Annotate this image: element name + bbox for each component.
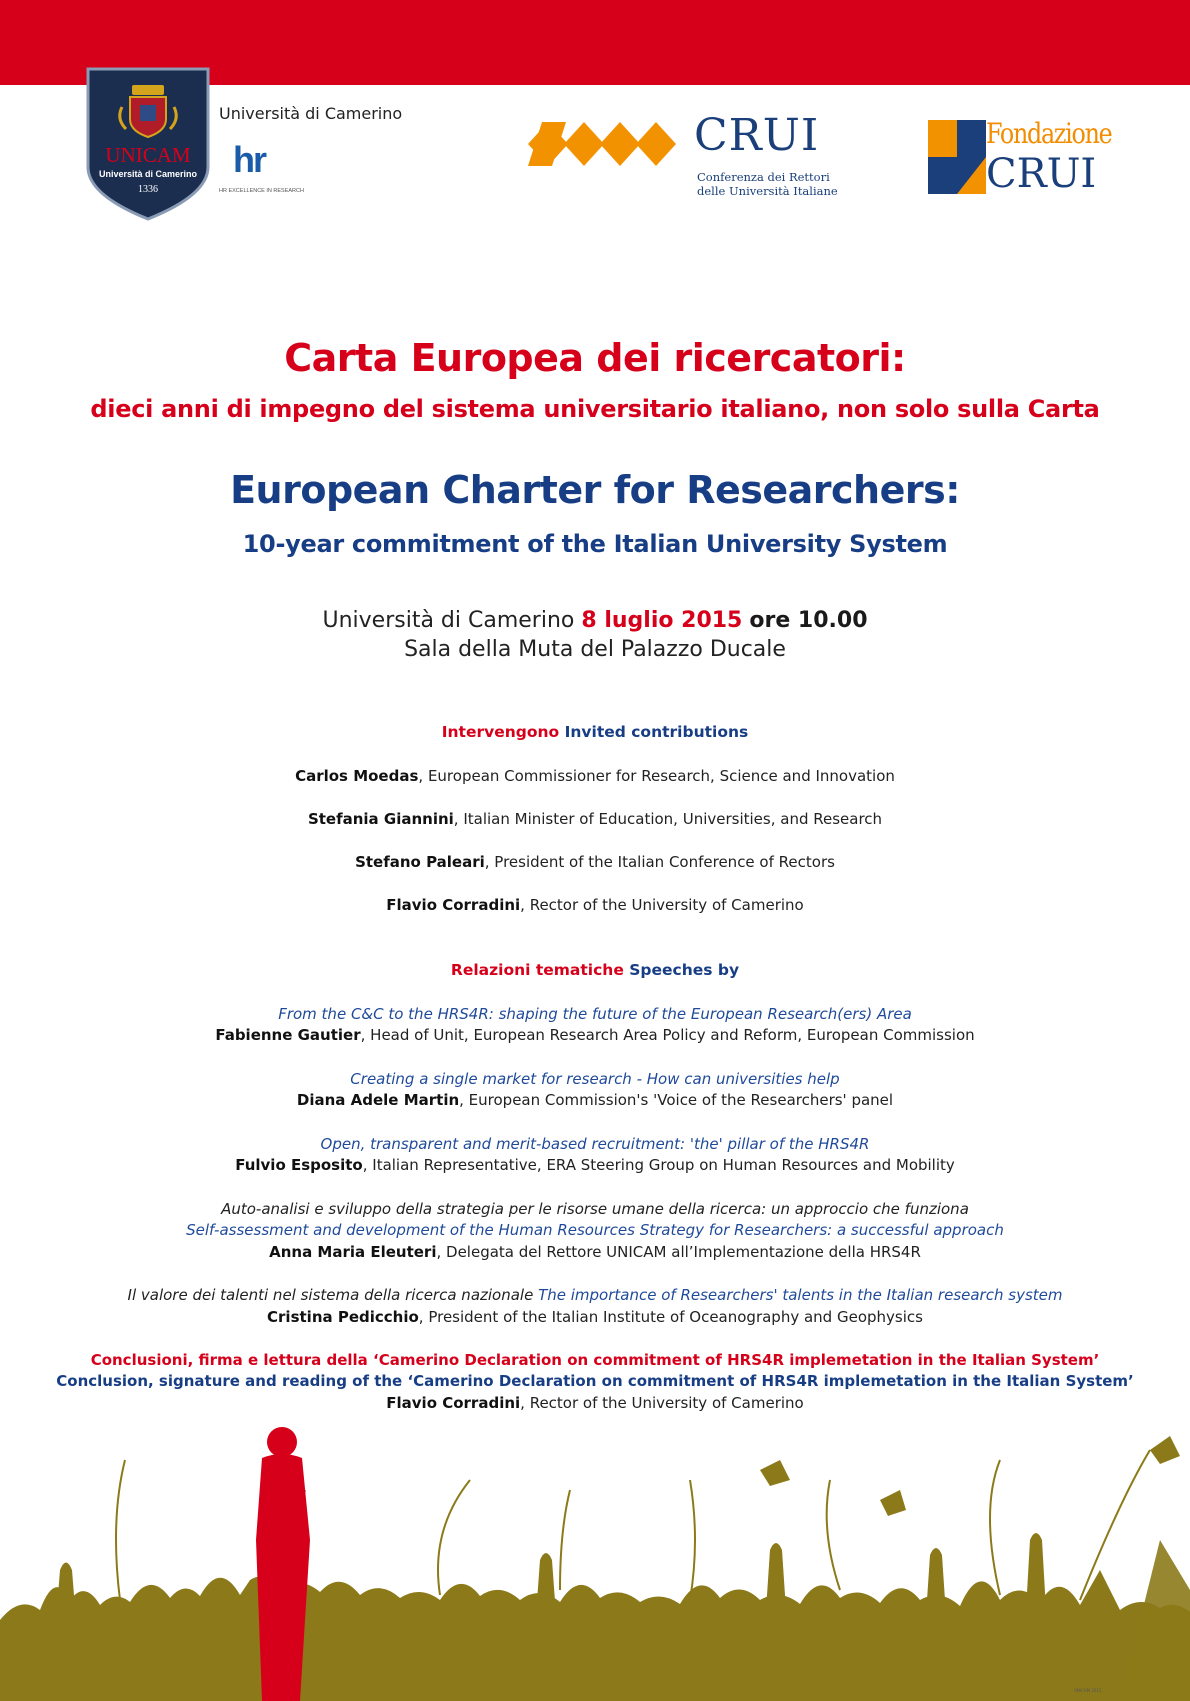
crui-diamonds-icon xyxy=(528,122,678,170)
talk-speaker: Fabienne Gautier, Head of Unit, European Research Area Policy and Reform, European Commission xyxy=(215,1026,975,1044)
invited-heading: Intervengono Invited contributions xyxy=(441,723,749,741)
event-venue: Università di Camerino xyxy=(322,608,575,633)
talk-title: From the C&C to the HRS4R: shaping the future of the European Research(ers) Area xyxy=(278,1005,912,1023)
fondazione-crui-mark-icon xyxy=(928,120,986,194)
event-venue-date xyxy=(0,608,1190,633)
talk-speaker: Fulvio Esposito, Italian Representative, ERA Steering Group on Human Resources and Mobility xyxy=(235,1156,955,1174)
title-it-sub: dieci anni di impegno del sistema universitario italiano, non solo sulla Carta xyxy=(90,395,1100,423)
title-en-sub: 10-year commitment of the Italian University System xyxy=(242,530,948,558)
svg-text:1336: 1336 xyxy=(138,184,158,195)
university-name: Università di Camerino xyxy=(219,104,403,123)
unicam-shield-logo xyxy=(86,67,210,221)
invited-speaker: Stefano Paleari, President of the Italian Conference of Rectors xyxy=(355,853,835,871)
svg-text:Università di Camerino: Università di Camerino xyxy=(98,169,198,179)
talk-speaker: Anna Maria Eleuteri, Delegata del Rettore UNICAM all’Implementazione della HRS4R xyxy=(269,1243,921,1261)
crui-logo-subtitle: Conferenza dei Rettori delle Università Italiane xyxy=(697,170,838,198)
fondazione-crui-bottom: CRUI xyxy=(986,151,1097,197)
invited-speaker: Flavio Corradini, Rector of the University of Camerino xyxy=(386,896,804,914)
talk-title: Creating a single market for research - How can universities help xyxy=(350,1070,840,1088)
talk-title-it: Auto-analisi e sviluppo della strategia per le risorse umane della ricerca: un approccio che funziona xyxy=(221,1200,969,1218)
footer-credit: UNICAM 2015 xyxy=(1074,1688,1102,1693)
talk-speaker: Cristina Pedicchio, President of the Italian Institute of Oceanography and Geophysics xyxy=(267,1308,923,1326)
hr-excellence-logo xyxy=(219,132,309,196)
talk-speaker: Diana Adele Martin, European Commission's 'Voice of the Researchers' panel xyxy=(296,1091,894,1109)
svg-text:hr: hr xyxy=(233,139,265,180)
event-time: ore 10.00 xyxy=(749,608,868,633)
svg-text:UNICAM: UNICAM xyxy=(105,143,191,167)
title-it-main: Carta Europea dei ricercatori: xyxy=(284,336,906,380)
fondazione-crui-top: Fondazione xyxy=(986,117,1112,150)
invited-speaker: Carlos Moedas, European Commissioner for Research, Science and Innovation xyxy=(295,767,895,785)
svg-text:HR EXCELLENCE IN RESEARCH: HR EXCELLENCE IN RESEARCH xyxy=(219,188,304,194)
talk-title: Open, transparent and merit-based recruitment: 'the' pillar of the HRS4R xyxy=(320,1135,870,1153)
talk-title-bilingual: Il valore dei talenti nel sistema della ricerca nazionale The importance of Researchers' talents in the Italian research system xyxy=(127,1286,1063,1304)
title-en-main: European Charter for Researchers: xyxy=(230,468,960,512)
event-date: 8 luglio 2015 xyxy=(581,608,743,633)
speeches-heading: Relazioni tematiche Speeches by xyxy=(450,961,740,979)
red-figure-silhouette xyxy=(256,1427,310,1701)
crowd-silhouette-illustration xyxy=(0,1420,1190,1701)
crui-logo-name: CRUI xyxy=(694,110,820,161)
conclusion-speaker: Flavio Corradini, Rector of the University of Camerino xyxy=(386,1394,804,1412)
event-room: Sala della Muta del Palazzo Ducale xyxy=(404,637,786,662)
invited-speaker: Stefania Giannini, Italian Minister of Education, Universities, and Research xyxy=(307,810,883,828)
talk-title: Self-assessment and development of the Human Resources Strategy for Researchers: a successful approach xyxy=(186,1221,1004,1239)
conclusion-en: Conclusion, signature and reading of the ‘Camerino Declaration on commitment of HRS4R implemetation in the Italian System’ xyxy=(56,1372,1134,1390)
conclusion-it: Conclusioni, firma e lettura della ‘Camerino Declaration on commitment of HRS4R implemetation in the Italian System’ xyxy=(90,1351,1100,1369)
